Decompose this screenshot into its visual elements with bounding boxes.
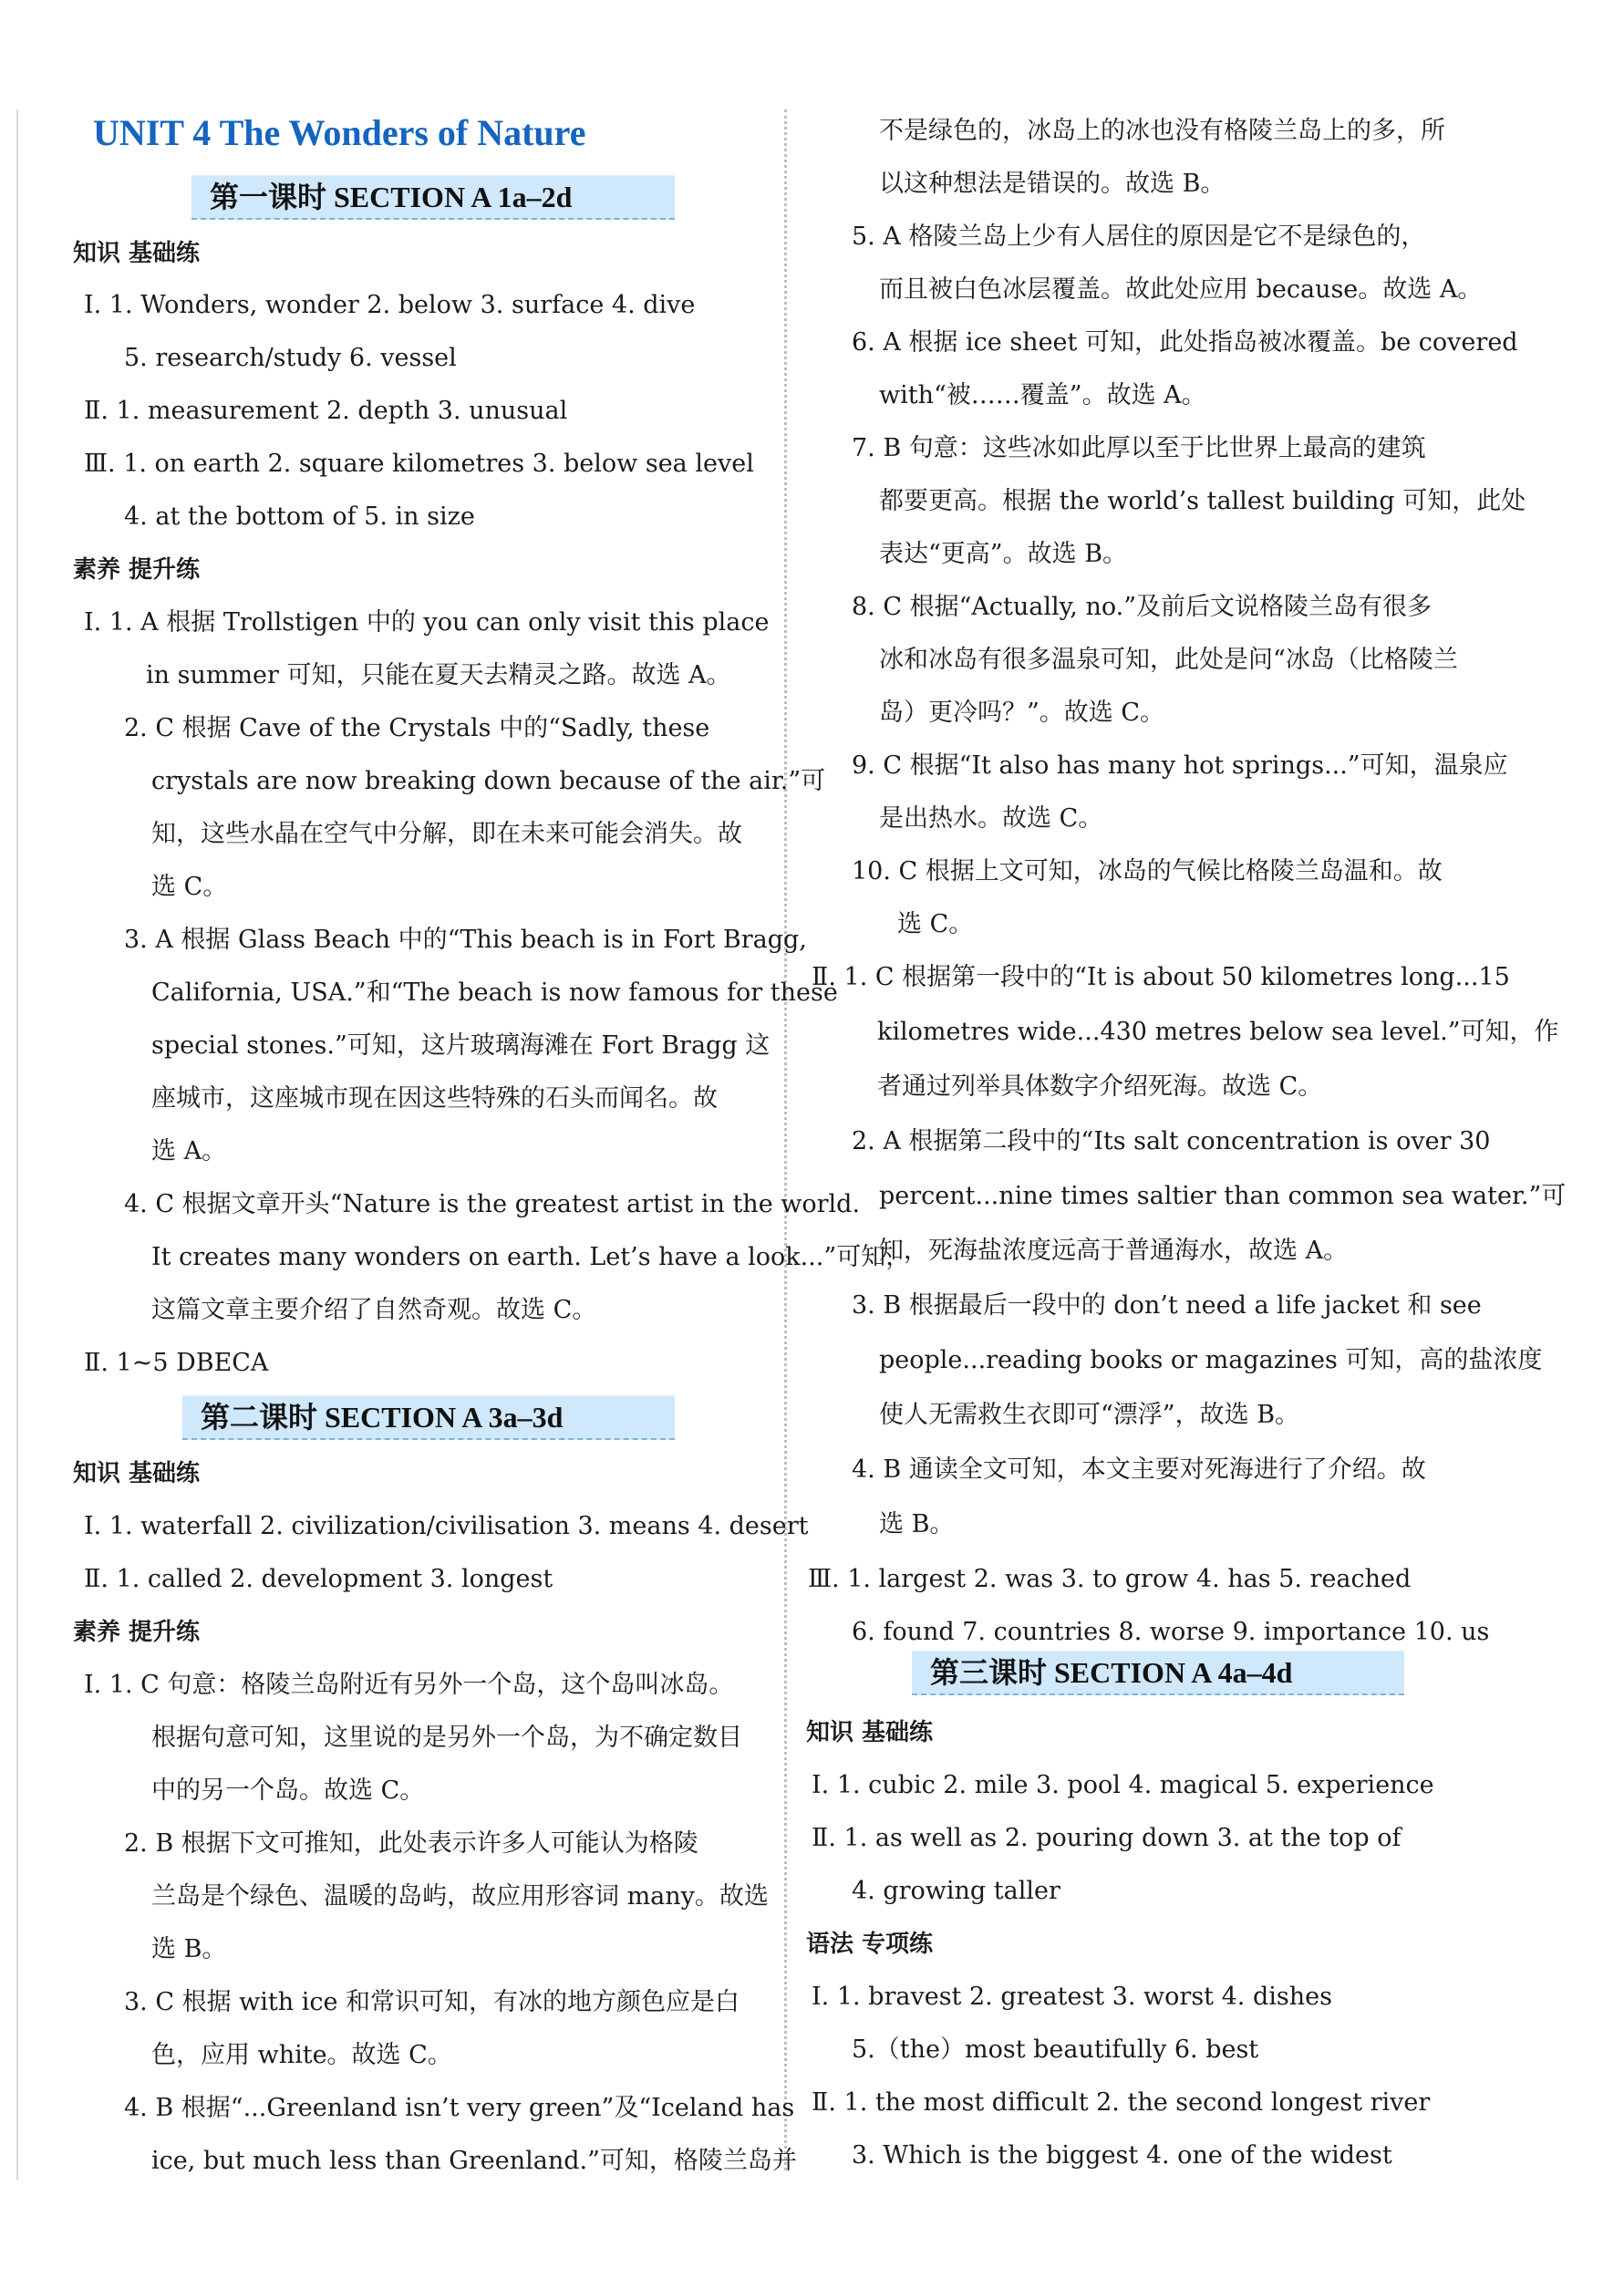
answer-line: Ⅱ. 1. the most difficult 2. the second longest river (812, 2088, 1431, 2117)
answer-line: in summer 可知，只能在夏天去精灵之路。故选 A。 (146, 661, 731, 689)
answer-line: 中的另一个岛。故选 C。 (151, 1776, 425, 1805)
category-label: 素养 提升练 (73, 1619, 201, 1646)
answer-line: 使人无需救生衣即可“漂浮”，故选 B。 (879, 1401, 1300, 1429)
answer-line: It creates many wonders on earth. Let’s have a look...”可知， (151, 1243, 911, 1271)
answer-line: Ⅰ. 1. cubic 2. mile 3. pool 4. magical 5. experience (812, 1771, 1434, 1799)
section-title-1: 第一课时 SECTION A 1a–2d (191, 175, 675, 220)
answer-line: Ⅰ. 1. bravest 2. greatest 3. worst 4. dishes (812, 1983, 1332, 2011)
answer-line: Ⅰ. 1. Wonders, wonder 2. below 3. surface 4. dive (84, 291, 696, 319)
answer-line: percent...nine times saltier than common sea water.”可 (879, 1182, 1567, 1210)
answer-line: 这篇文章主要介绍了自然奇观。故选 C。 (151, 1296, 597, 1324)
answer-line: Ⅰ. 1. C 句意：格陵兰岛附近有另外一个岛，这个岛叫冰岛。 (84, 1671, 734, 1699)
answer-line: 9. C 根据“It also has many hot springs...”可知，温泉应 (852, 751, 1508, 780)
answer-line: 10. C 根据上文可知，冰岛的气候比格陵兰岛温和。故 (852, 857, 1443, 886)
answer-line: with“被……覆盖”。故选 A。 (879, 381, 1206, 409)
category-label: 知识 基础练 (73, 240, 201, 267)
answer-line: 4. growing taller (852, 1877, 1060, 1905)
answer-line: 知，死海盐浓度远高于普通海水，故选 A。 (879, 1237, 1349, 1265)
answer-line: Ⅱ. 1. as well as 2. pouring down 3. at the top of (812, 1824, 1402, 1852)
answer-line: California, USA.”和“The beach is now famous for these (151, 979, 838, 1007)
answer-line: 4. C 根据文章开头“Nature is the greatest artist in the world. (124, 1190, 861, 1218)
answer-line: 5. A 格陵兰岛上少有人居住的原因是它不是绿色的， (852, 223, 1426, 251)
answer-line: Ⅰ. 1. A 根据 Trollstigen 中的 you can only visit this place (84, 608, 770, 637)
answer-line: 冰和冰岛有很多温泉可知，此处是问“冰岛（比格陵兰 (879, 646, 1458, 674)
answer-line: 7. B 句意：这些冰如此厚以至于比世界上最高的建筑 (852, 434, 1426, 462)
answer-line: 岛）更冷吗？”。故选 C。 (879, 699, 1165, 727)
answer-line: 4. at the bottom of 5. in size (124, 502, 475, 531)
answer-line: 2. C 根据 Cave of the Crystals 中的“Sadly, these (124, 714, 710, 742)
unit-title: UNIT 4 The Wonders of Nature (93, 112, 586, 153)
answer-line: 座城市，这座城市现在因这些特殊的石头而闻名。故 (151, 1084, 718, 1113)
answer-line: Ⅰ. 1. waterfall 2. civilization/civilisation 3. means 4. desert (84, 1512, 809, 1540)
answer-line: 是出热水。故选 C。 (879, 804, 1103, 833)
answer-line: 兰岛是个绿色、温暖的岛屿，故应用形容词 many。故选 (151, 1882, 769, 1911)
answer-line: 者通过列举具体数字介绍死海。故选 C。 (877, 1072, 1323, 1101)
answer-line: 选 B。 (151, 1935, 227, 1963)
answer-line: Ⅲ. 1. largest 2. was 3. to grow 4. has 5. reached (808, 1565, 1412, 1593)
category-label: 知识 基础练 (806, 1719, 934, 1746)
answer-line: 3. A 根据 Glass Beach 中的“This beach is in Fort Bragg, (124, 926, 807, 954)
answer-line: 6. A 根据 ice sheet 可知，此处指岛被冰覆盖。be covered (852, 328, 1518, 357)
answer-line: 选 A。 (151, 1137, 227, 1165)
answer-line: kilometres wide...430 metres below sea level.”可知，作 (877, 1018, 1559, 1046)
answer-line: 3. C 根据 with ice 和常识可知，有冰的地方颜色应是白 (124, 1988, 740, 2016)
answer-line: 4. B 通读全文可知，本文主要对死海进行了介绍。故 (852, 1455, 1426, 1484)
answer-line: 5. research/study 6. vessel (124, 344, 457, 372)
answer-line: Ⅱ. 1. called 2. development 3. longest (84, 1565, 553, 1593)
section-title-3: 第三课时 SECTION A 4a–4d (912, 1651, 1404, 1695)
answer-line: 3. B 根据最后一段中的 don’t need a life jacket 和 see (852, 1291, 1482, 1320)
answer-line: Ⅱ. 1. C 根据第一段中的“It is about 50 kilometres long...15 (812, 963, 1510, 991)
answer-line: crystals are now breaking down because of the air.”可 (151, 767, 826, 795)
answer-line: Ⅱ. 1. measurement 2. depth 3. unusual (84, 397, 568, 425)
answer-line: ice, but much less than Greenland.”可知，格陵兰岛并 (151, 2147, 797, 2175)
answer-line: 2. A 根据第二段中的“Its salt concentration is over 30 (852, 1127, 1491, 1155)
answer-line: 表达“更高”。故选 B。 (879, 540, 1128, 568)
answer-line: 8. C 根据“Actually, no.”及前后文说格陵兰岛有很多 (852, 593, 1433, 621)
answer-line: 选 B。 (879, 1510, 955, 1538)
answer-line: Ⅲ. 1. on earth 2. square kilometres 3. below sea level (84, 450, 754, 478)
left-margin-rule (16, 109, 18, 2180)
answer-line: 5.（the）most beautifully 6. best (852, 2035, 1259, 2064)
answer-line: 选 C。 (897, 910, 974, 938)
answer-line: 不是绿色的，冰岛上的冰也没有格陵兰岛上的多，所 (879, 117, 1445, 145)
answer-line: 色，应用 white。故选 C。 (151, 2041, 452, 2069)
answer-line: 都要更高。根据 the world’s tallest building 可知，此处 (879, 487, 1526, 515)
answer-line: 6. found 7. countries 8. worse 9. importance 10. us (852, 1618, 1490, 1646)
answer-line: Ⅱ. 1~5 DBECA (84, 1349, 269, 1377)
section-title-2: 第二课时 SECTION A 3a–3d (182, 1395, 675, 1440)
answer-line: 以这种想法是错误的。故选 B。 (879, 170, 1226, 198)
answer-line: 根据句意可知，这里说的是另外一个岛，为不确定数目 (151, 1724, 742, 1752)
answer-line: people...reading books or magazines 可知，高的盐浓度 (879, 1346, 1543, 1374)
category-label: 知识 基础练 (73, 1460, 201, 1487)
category-label: 素养 提升练 (73, 556, 201, 584)
answer-line: 选 C。 (151, 873, 228, 901)
column-divider (784, 109, 787, 2170)
answer-line: 知，这些水晶在空气中分解，即在未来可能会消失。故 (151, 820, 742, 848)
answer-line: 2. B 根据下文可推知，此处表示许多人可能认为格陵 (124, 1829, 698, 1858)
answer-line: special stones.”可知，这片玻璃海滩在 Fort Bragg 这 (151, 1031, 771, 1060)
answer-line: 4. B 根据“...Greenland isn’t very green”及“Iceland has (124, 2094, 795, 2122)
category-label: 语法 专项练 (806, 1931, 934, 1958)
answer-line: 3. Which is the biggest 4. one of the widest (852, 2141, 1392, 2170)
answer-line: 而且被白色冰层覆盖。故此处应用 because。故选 A。 (879, 275, 1483, 304)
